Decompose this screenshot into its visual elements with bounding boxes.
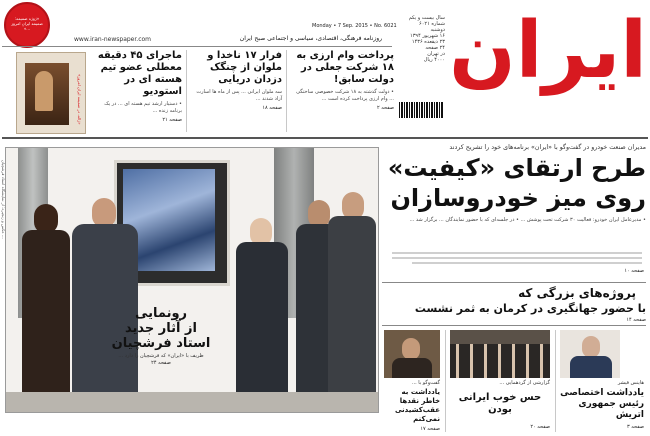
- crowd: [450, 344, 550, 378]
- top-col-1: [290, 50, 394, 132]
- story-title[interactable]: حس خوب ایرانی بودن: [458, 392, 542, 415]
- page-ref[interactable]: صفحه ۲: [377, 105, 394, 111]
- story-caption: گزارشی از گردهمایی ...: [499, 380, 550, 386]
- section-rule: [382, 282, 646, 283]
- story-photo: [384, 330, 440, 378]
- page-ref[interactable]: صفحه ۱۷: [420, 426, 440, 432]
- second-headline-2[interactable]: با حضور جهانگیری در کرمان به ثمر نشست: [414, 302, 646, 315]
- body: [392, 358, 432, 378]
- lead-headline-1[interactable]: طرح ارتقای «کیفیت»: [387, 154, 646, 182]
- caption-small: ظریف با «ایران» که فرشچیان را دارد ...: [118, 353, 204, 359]
- bottom-story-3: [382, 328, 442, 434]
- bottom-story-1: [558, 328, 646, 434]
- story-caption: گفت‌وگو با ...: [411, 380, 440, 386]
- person-man-4: [326, 192, 378, 406]
- second-headline-1[interactable]: پروژه‌های بزرگی که: [518, 286, 636, 300]
- lead-headline-2[interactable]: روی میز خودروسازان: [390, 184, 646, 212]
- page-ref[interactable]: صفحه ۱۴: [626, 317, 646, 323]
- col-divider: [445, 330, 446, 432]
- masthead: [0, 0, 650, 136]
- headline[interactable]: پرداخت وام ارزی به ۱۸ شرکت جعلی در دولت سابق!: [296, 50, 394, 85]
- kicker: مدیران صنعت خودرو در گفت‌وگو با «ایران» برنامه‌های خود را تشریح کردند: [449, 144, 646, 151]
- text-line: [392, 252, 642, 254]
- body-text: سه ملوان ایرانی ... پس از ماه ها اسارت آزاد شدند ...: [196, 89, 282, 102]
- text-line: [412, 262, 642, 264]
- text-line: [392, 257, 642, 259]
- story-photo: [560, 330, 620, 378]
- issue-line: ۴۰۰۰ ریال: [423, 57, 445, 63]
- barcode: [399, 102, 443, 118]
- logo: ایران: [449, 6, 647, 96]
- col-divider: [555, 330, 556, 432]
- promo-badge: [4, 2, 50, 48]
- promo-badge-text: «ژوژه ضمیمه: ضمیمه ایرانِ امروز ...»: [11, 16, 43, 31]
- story-caption: هاینس فیشر: [617, 380, 644, 386]
- issue-line: سال بیست و یکم: [408, 15, 445, 21]
- head: [582, 336, 600, 358]
- photo-credit: عکس و زنجیره: از نمایشگاه استاد فرشچیان ...: [1, 160, 6, 239]
- supplement-cover[interactable]: [16, 52, 86, 134]
- lead-story: [382, 140, 646, 280]
- issue-info: [395, 15, 445, 63]
- bottom-story-2: [448, 328, 552, 434]
- body: [570, 356, 612, 378]
- caption-line: رونمایی: [134, 306, 188, 321]
- body: [236, 242, 288, 402]
- person-man-1: [70, 198, 140, 408]
- top-col-3: [92, 50, 182, 132]
- body: [22, 230, 70, 400]
- person-man-2: [234, 218, 290, 408]
- col-divider: [286, 50, 287, 132]
- col-divider: [186, 50, 187, 132]
- page-ref[interactable]: صفحه ۲۰: [530, 424, 550, 430]
- headline[interactable]: ماجرای ۴۵ دقیقه معطلی عضو تیم هسته ای در استودیو: [97, 50, 182, 97]
- website[interactable]: www.iran-newspaper.com: [74, 36, 152, 43]
- headline[interactable]: فرار ۱۷ ناخدا و ملوان از چنگک دزدان دریایی: [207, 50, 282, 85]
- photo-caption: [110, 306, 212, 366]
- issue-line: ۲۴ صفحه: [425, 45, 445, 51]
- issue-line: ۲۳ ذیقعده ۱۴۳۶: [411, 39, 445, 45]
- floor: [6, 392, 378, 412]
- section-rule: [382, 325, 646, 326]
- page-ref[interactable]: صفحه ۱۰: [624, 268, 644, 274]
- cover-figure: [35, 71, 53, 111]
- person-woman: [20, 204, 72, 404]
- main-photo: [5, 147, 379, 413]
- body: [328, 216, 376, 402]
- cover-label: «ژاله، در ضمیمه ایران امروز»: [77, 74, 82, 125]
- page-ref[interactable]: صفحه ۲۱: [162, 117, 182, 123]
- body-text: • دولت گذشته به ۱۸ شرکت خصوصی ساختگی ... وام ارزی پرداخت کرده است ...: [296, 89, 394, 102]
- issue-line: شماره ۶۰۲۱: [419, 21, 445, 27]
- story-photo: [450, 330, 550, 378]
- issue-line: در تهران: [427, 51, 445, 57]
- story-title[interactable]: یادداشت به خاطر نقدها عقب‌کشیدنی نمی‌کنم: [394, 388, 440, 423]
- date-en: Monday • 7 Sep. 2015 • No. 6021: [312, 23, 397, 29]
- section-rule: [2, 137, 648, 139]
- second-story: [382, 286, 646, 326]
- lead-body: • مدیرعامل ایران خودرو: فعالیت ۳۰ شرکت تحت پوشش ... • در جلسه‌ای که با حضور نمایندگان ... برگزار شد ...: [409, 217, 646, 223]
- page-ref[interactable]: صفحه ۲۴: [151, 360, 171, 366]
- masthead-rule: [2, 46, 392, 47]
- issue-line: ۱۶ شهریور ۱۳۹۴: [410, 33, 445, 39]
- page-ref[interactable]: صفحه ۳: [627, 424, 644, 430]
- story-title[interactable]: یادداشت اختصاصی رئیس جمهوری اتریش: [560, 388, 644, 420]
- top-col-2: [190, 50, 282, 132]
- body-text: • دستیار ارشد تیم هسته ای ... در یک برنامه زنده ...: [104, 101, 182, 114]
- issue-line: دوشنبه: [430, 27, 445, 33]
- caption-line: استاد فرشچیان: [111, 336, 211, 351]
- subtitle: روزنامه فرهنگی، اقتصادی، سیاسی و اجتماعی صبح ایران: [239, 35, 382, 42]
- caption-line: از آثار جدید: [125, 321, 197, 336]
- page-ref[interactable]: صفحه ۱۸: [262, 105, 282, 111]
- head: [402, 338, 420, 360]
